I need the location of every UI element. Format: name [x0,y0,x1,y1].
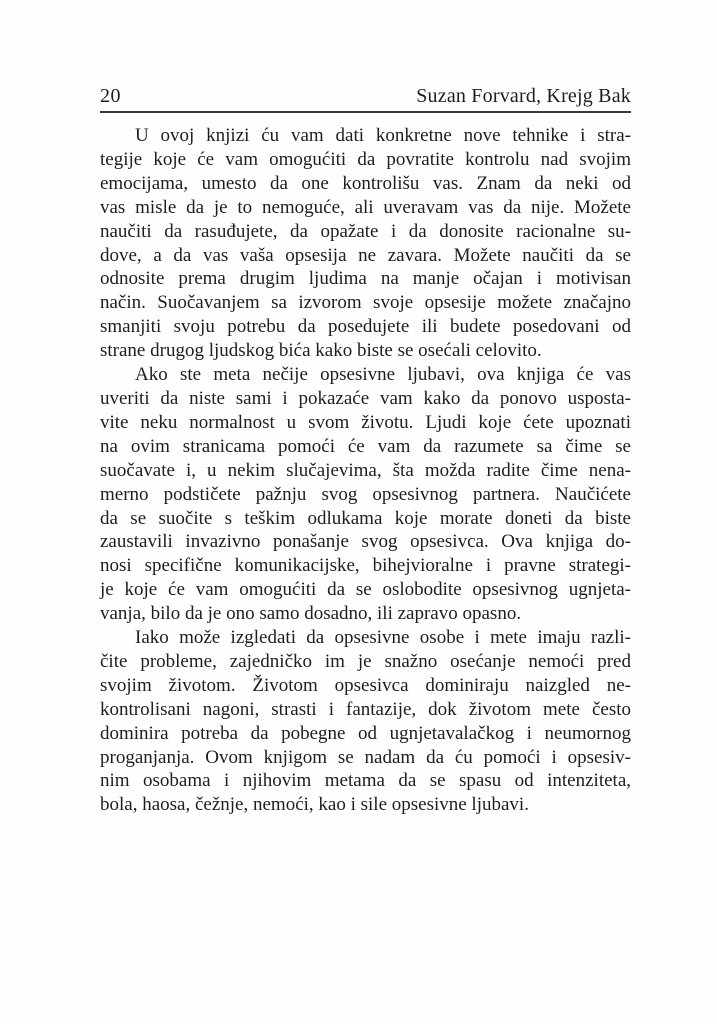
text-line: U ovoj knjizi ću vam dati konkretne nove tehnike i stra- [135,125,631,146]
text-line: naučiti da rasuđujete, da opažate i da donosite racionalne su- [100,220,631,242]
text-line: tegije koje će vam omogućiti da povratite kontrolu nad svojim [100,148,631,170]
text-line: Ako ste meta nečije opsesivne ljubavi, ova knjiga će vas [135,364,631,386]
text-line: proganjanja. Ovom knjigom se nadam da ću pomoći i opsesiv- [100,746,631,768]
text-line: uveriti da niste sami i pokazaće vam kako da ponovo usposta- [100,387,631,409]
text-line: dominira potreba da pobegne od ugnjetavalačkog i neumornog [100,722,631,744]
text-line: bola, haosa, čežnje, nemoći, kao i sile opsesivne ljubavi. [100,794,529,816]
text-line: smanjiti svoju potrebu da posedujete ili budete posedovani od [100,316,631,338]
text-line: zaustavili invazivno ponašanje svog opsesivca. Ova knjiga do- [100,531,631,553]
text-line: svojim životom. Životom opsesivca dominiraju naizgled ne- [100,674,631,696]
text-line: nim osobama i njihovim metama da se spasu od intenziteta, [100,770,631,792]
text-line: da se suočite s teškim odlukama koje morate doneti da biste [100,507,631,529]
text-line: dove, a da vas vaša opsesija ne zavara. Možete naučiti da se [100,244,631,266]
paragraph [100,626,631,817]
page-header [100,84,631,113]
text-line: je koje će vam omogućiti da se oslobodite opsesivnog ugnjeta- [100,579,631,601]
text-line: kontrolisani nagoni, strasti i fantazije, dok životom mete često [100,698,631,720]
text-line: vite neku normalnost u svom životu. Ljudi koje ćete upoznati [100,411,631,433]
text-line: emocijama, umesto da one kontrolišu vas. Znam da neki od [100,172,631,194]
text-line: odnosite prema drugim ljudima na manje očajan i motivisan [100,268,631,290]
text-line: suočavate i, u nekim slučajevima, šta možda radite čime nena- [100,459,631,481]
body-text [100,124,631,817]
text-line: način. Suočavanjem sa izvorom svoje opsesije možete značajno [100,292,631,314]
text-line: vas misle da je to nemoguće, ali uveravam vas da nije. Možete [100,196,631,218]
text-line: na ovim stranicama pomoći će vam da razumete sa čime se [100,435,631,457]
text-line: nosi specifične komunikacijske, bihejvioralne i pravne strategi- [100,555,631,577]
text-line: vanja, bilo da je ono samo dosadno, ili zapravo opasno. [100,603,522,625]
page-number: 20 [100,85,121,107]
text-block [100,0,631,817]
paragraph [100,363,631,626]
text-line: čite probleme, zajedničko im je snažno osećanje nemoći pred [100,650,631,672]
running-title: Suzan Forvard, Krejg Bak [416,85,631,107]
text-line: strane drugog ljudskog bića kako biste se osećali celovito. [100,340,542,362]
text-line: Iako može izgledati da opsesivne osobe i mete imaju razli- [135,627,631,649]
paragraph [100,124,631,363]
text-line: merno podstičete pažnju svog opsesivnog partnera. Naučićete [100,483,631,505]
